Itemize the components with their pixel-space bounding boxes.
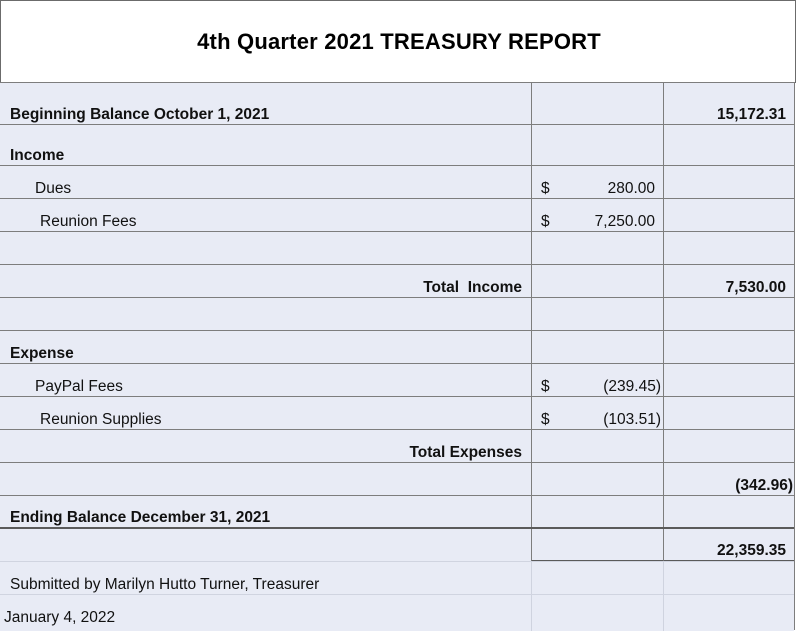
currency-symbol: $: [541, 213, 550, 230]
empty-row: [0, 297, 794, 331]
report-date: January 4, 2022: [4, 609, 116, 626]
total-expenses-label: Total Expenses: [409, 444, 522, 461]
total-expenses-amount: (342.96): [735, 477, 793, 494]
expense-item-amount: (239.45): [603, 378, 661, 395]
currency-symbol: $: [541, 180, 550, 197]
total-income-amount: 7,530.00: [725, 279, 786, 296]
expense-item-label: PayPal Fees: [35, 378, 123, 395]
ending-balance-amount-row: [0, 527, 794, 562]
total-income-row: [0, 264, 794, 298]
beginning-balance-label: Beginning Balance October 1, 2021: [10, 106, 270, 123]
table-row: [0, 396, 794, 430]
currency-symbol: $: [541, 411, 550, 428]
expense-item-amount: (103.51): [603, 411, 661, 428]
income-item-label: Reunion Fees: [40, 213, 137, 230]
total-expenses-amount-row: [0, 462, 794, 496]
beginning-balance-amount: 15,172.31: [717, 106, 786, 123]
expense-heading-row: [0, 330, 794, 364]
ending-balance-amount: 22,359.35: [717, 542, 786, 559]
submitted-by-row: [0, 561, 794, 595]
income-heading: Income: [10, 147, 65, 164]
empty-row: [0, 231, 794, 265]
income-item-amount: 280.00: [607, 180, 655, 197]
table-row: [0, 165, 794, 199]
expense-heading: Expense: [10, 345, 74, 362]
income-item-label: Dues: [35, 180, 72, 197]
title-area: [0, 0, 796, 83]
total-expenses-row: [0, 429, 794, 463]
submitted-by-text: Submitted by Marilyn Hutto Turner, Treasurer: [10, 576, 320, 593]
beginning-balance-row: [0, 82, 794, 125]
income-item-amount: 7,250.00: [594, 213, 655, 230]
table-row: [0, 198, 794, 232]
ending-balance-label: Ending Balance December 31, 2021: [10, 509, 271, 526]
total-income-label: Total Income: [423, 279, 522, 296]
currency-symbol: $: [541, 378, 550, 395]
report-title: 4th Quarter 2021 TREASURY REPORT: [197, 29, 601, 54]
expense-item-label: Reunion Supplies: [40, 411, 162, 428]
report-date-row: [0, 594, 794, 631]
income-heading-row: [0, 124, 794, 166]
right-border: [794, 82, 795, 630]
ending-balance-row: [0, 495, 794, 529]
table-row: [0, 363, 794, 397]
